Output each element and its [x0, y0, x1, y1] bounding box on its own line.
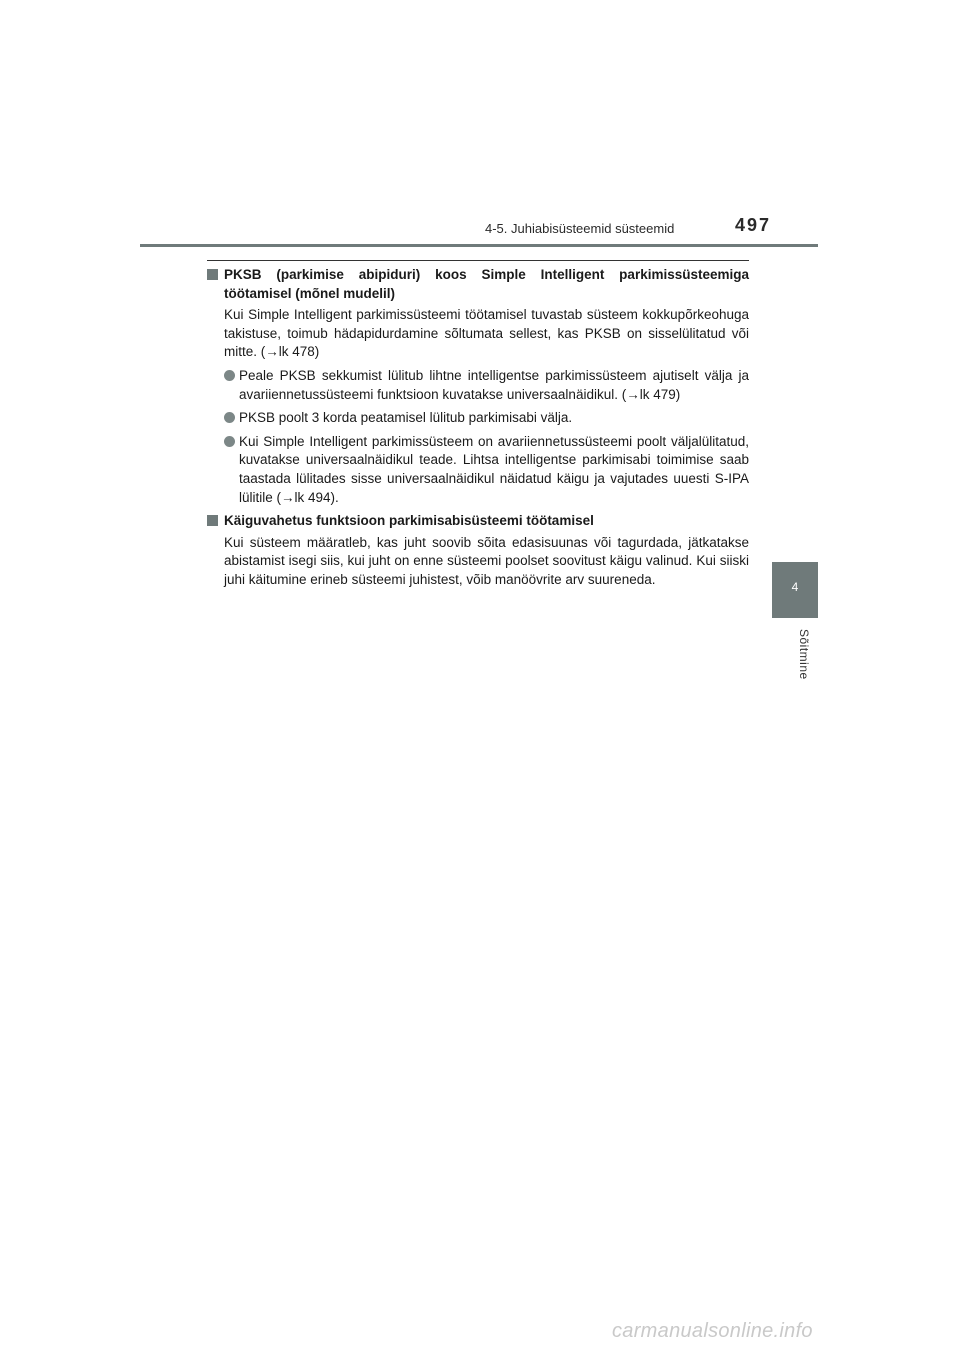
list-item-text: PKSB poolt 3 korda peatamisel lülitub parkimisabi välja.	[239, 410, 573, 426]
list-item	[207, 433, 749, 507]
section-heading	[207, 512, 749, 531]
watermark: carmanualsonline.info	[612, 1320, 813, 1342]
list-item	[207, 409, 749, 428]
section-divider	[207, 260, 749, 261]
circle-bullet-icon	[224, 370, 235, 381]
chapter-tab	[772, 562, 818, 618]
page-number: 497	[735, 215, 772, 235]
main-content	[207, 266, 749, 590]
chapter-label: Sõitmine	[797, 629, 811, 680]
circle-bullet-icon	[224, 436, 235, 447]
section-heading-text: PKSB (parkimise abipiduri) koos Simple Intelligent parkimissüsteemiga töötamisel (mõnel mudelil)	[224, 267, 749, 301]
header-divider	[140, 244, 818, 247]
list-item-text: Peale PKSB sekkumist lülitub lihtne intelligentse parkimissüsteem ajutiselt välja ja avariiennetussüsteemi funktsioon kuvatakse universaalnäidikul. (→lk 479)	[239, 367, 749, 402]
square-bullet-icon	[207, 515, 218, 526]
section-paragraph: Kui Simple Intelligent parkimissüsteemi töötamisel tuvastab süsteem kokkupõrkeohuga takistuse, toimub hädapidurdamine sõltumata sellest, kas PKSB on sisselülitatud või mitte. (→lk 478)	[224, 307, 749, 360]
chapter-number: 4	[791, 580, 799, 594]
section-heading	[207, 266, 749, 303]
circle-bullet-icon	[224, 412, 235, 423]
list-item-text: Kui Simple Intelligent parkimissüsteem on avariiennetussüsteemi poolt väljalülitatud, kuvatakse universaalnäidikul teade. Lihtsa intelligentse parkimisabi toimimise saab taastada lülitades sisse universaalnäidikul näidatud käigu ja vajutades uuesti S-IPA lülitile (→lk 494).	[239, 433, 749, 505]
list-item	[207, 367, 749, 404]
section-paragraph: Kui süsteem määratleb, kas juht soovib sõita edasisuunas või tagurdada, jätkatakse abistamist isegi siis, kui juht on enne süsteemi poolset soovitust käigu valinud. Kui siiski juhi käitumine erineb süsteemi juhistest, võib manöövrite arv suureneda.	[224, 534, 749, 587]
section-heading-text: Käiguvahetus funktsioon parkimisabisüsteemi töötamisel	[224, 513, 594, 529]
square-bullet-icon	[207, 269, 218, 280]
header-section-title: 4-5. Juhiabisüsteemid süsteemid	[485, 221, 675, 236]
